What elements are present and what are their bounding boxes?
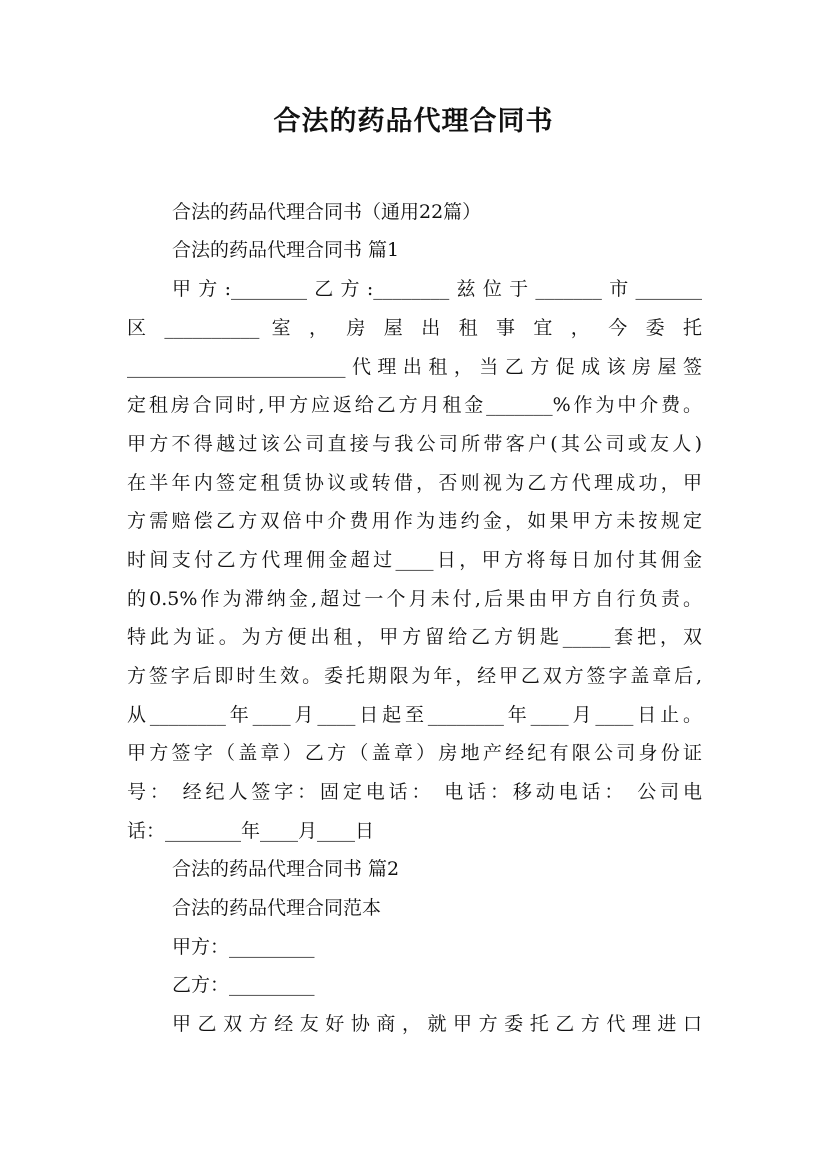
body-line: 定租房合同时,甲方应返给乙方月租金_______%作为中介费。 (127, 394, 702, 416)
body-line: 从________年____月____日起至________年____月____日止。 (127, 704, 702, 726)
body-line: 方签字后即时生效。委托期限为年，经甲乙双方签字盖章后, (127, 665, 702, 687)
body-line: _______________________代理出租，当乙方促成该房屋签 (127, 356, 702, 378)
body-line: 合法的药品代理合同范本 (172, 897, 382, 919)
body-line: 区 __________ 室 ， 房 屋 出 租 事 宜 ， 今 委 托 (127, 317, 702, 339)
body-line: 甲方:________乙方:________兹位于_______市_______ (172, 278, 702, 300)
body-line: 甲方签字（盖章）乙方（盖章）房地产经纪有限公司身份证 (127, 742, 702, 764)
body-line: 特此为证。为方便出租，甲方留给乙方钥匙_____套把，双 (127, 626, 702, 648)
body-line: 的0.5%作为滞纳金,超过一个月未付,后果由甲方自行负责。 (127, 588, 702, 610)
party-b-line: 乙方：_________ (172, 974, 315, 996)
body-line: 甲方不得越过该公司直接与我公司所带客户(其公司或友人) (127, 433, 702, 455)
section-heading-1: 合法的药品代理合同书 篇1 (172, 239, 400, 261)
body-line: 方需赔偿乙方双倍中介费用作为违约金，如果甲方未按规定 (127, 510, 702, 532)
document-title: 合法的药品代理合同书 (273, 106, 554, 137)
body-line: 时间支付乙方代理佣金超过____日，甲方将每日加付其佣金 (127, 549, 702, 571)
body-line: 甲乙双方经友好协商，就甲方委托乙方代理进口 (172, 1013, 702, 1035)
party-a-line: 甲方：_________ (172, 936, 315, 958)
body-line: 话：________年____月____日 (127, 820, 375, 842)
body-line: 在半年内签定租赁协议或转借，否则视为乙方代理成功，甲 (127, 472, 702, 494)
body-line: 号： 经纪人签字：固定电话： 电话：移动电话： 公司电 (127, 781, 702, 803)
subtitle-line: 合法的药品代理合同书（通用22篇） (172, 201, 482, 223)
section-heading-2: 合法的药品代理合同书 篇2 (172, 858, 400, 880)
